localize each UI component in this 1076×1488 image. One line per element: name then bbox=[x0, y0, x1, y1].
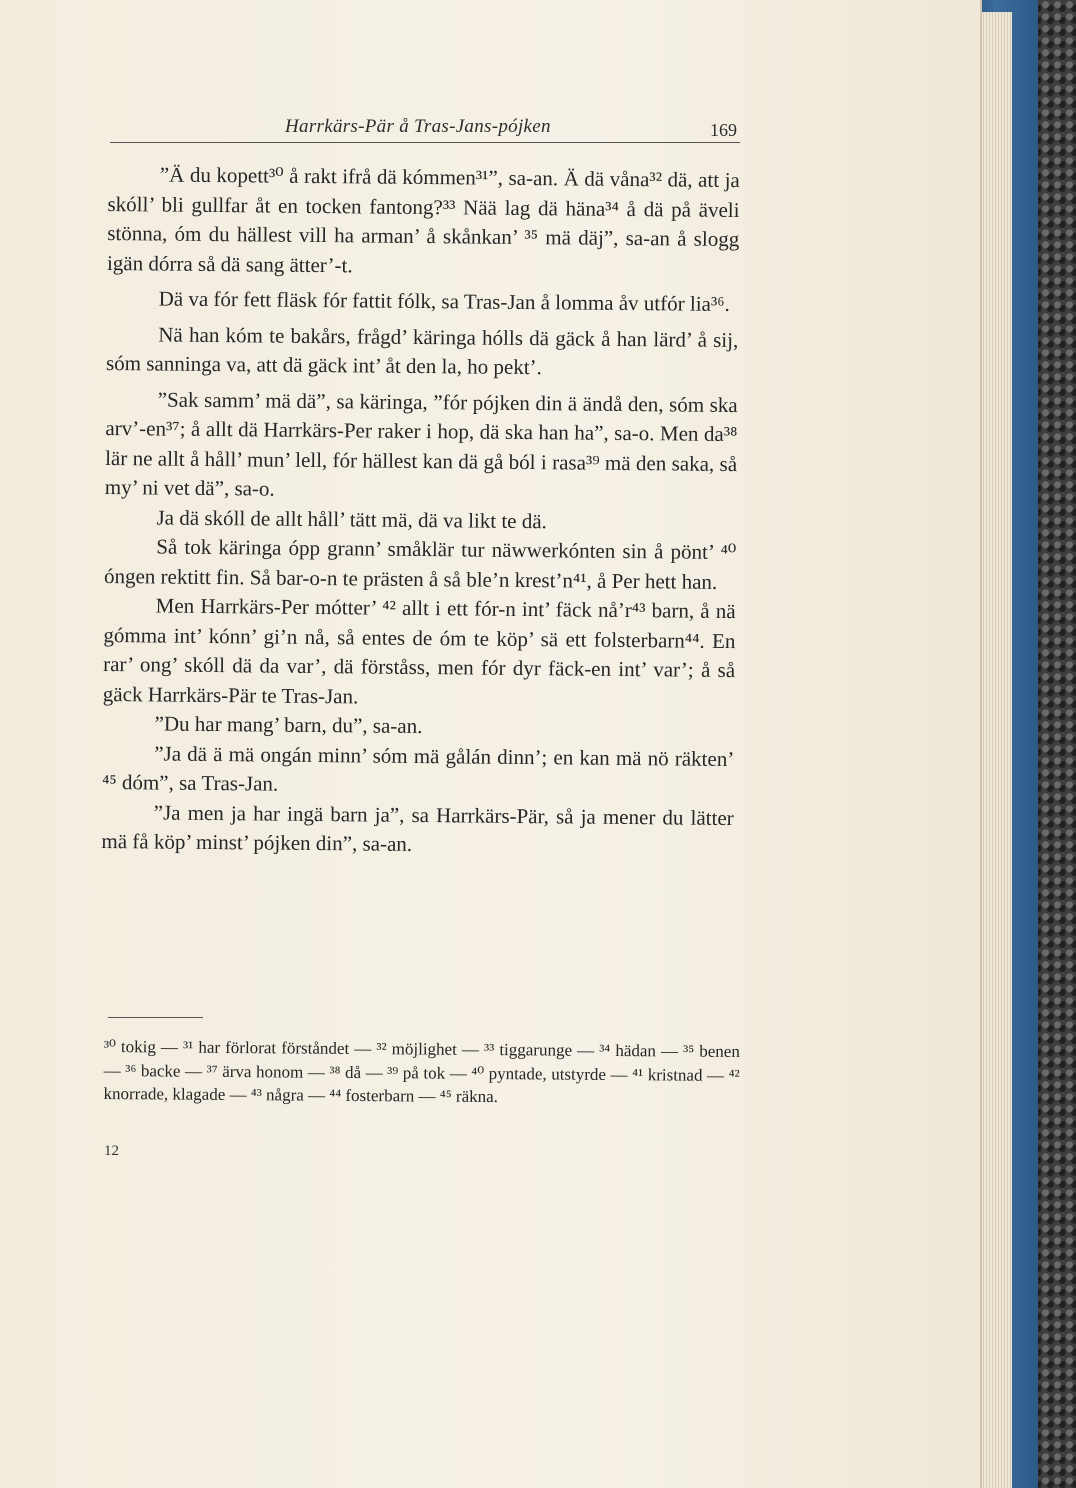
header-rule bbox=[110, 142, 740, 143]
paragraph: Dä va fór fett fläsk fór fattit fólk, sa Tras-Jan å lomma åv utfór lia³⁶. bbox=[158, 286, 730, 316]
paragraph: Nä han kóm te bakårs, frågd’ käringa hólls dä gäck å han lärd’ å sij, sóm sanninga va, att dä gäck int’ åt den la, ho pekt’. bbox=[105, 321, 739, 380]
signature-mark: 12 bbox=[104, 1143, 119, 1159]
paragraph: Men Harrkärs-Per mótter’ ⁴² allt i ett fór-n int’ fäck nå’r⁴³ barn, å nä gómma int’ kónn’ gi’n nå, så entes de óm te köp’ sä ett folsterbarn⁴⁴. En rar’ ong’ skóll dä da var’, dä förståss, men fór dyr fäck-en int’ var’; å så gäck Harrkärs-Pär te Tras-Jan. bbox=[102, 593, 736, 708]
paragraph: Ja dä skóll de allt håll’ tätt mä, dä va likt te dä. bbox=[156, 504, 548, 533]
footnote-rule bbox=[108, 1017, 203, 1018]
footnotes: ³⁰ tokig — ³¹ har förlorat förståndet — ³² möjlighet — ³³ tiggarunge — ³⁴ hädan — ³⁵ benen — ³⁶ backe — ³⁷ ärva honom — ³⁸ då — ³⁹ på tok — ⁴⁰ pyntade, utstyrde — ⁴¹ kristnad — ⁴² knorrade, klagade — ⁴³ några — ⁴⁴ fosterbarn — ⁴⁵ räkna. bbox=[103, 1036, 740, 1107]
paragraph: Så tok käringa ópp grann’ småklär tur näwwerkónten sin å pönt’ ⁴⁰ óngen rektitt fin. Så bar-o-n te prästen å så ble’n krest’n⁴¹, å Per hett han. bbox=[103, 534, 737, 594]
paragraph: ”Ä du kopett³⁰ å rakt ifrå dä kómmen³¹”, sa-an. Ä dä våna³² dä, att ja skóll’ bli gullfar åt en tocken fantong?³³ Nää lag dä häna³⁴ å dä på äveli stönna, óm du hällest vill ha arman’ å skånkan’ ³⁵ mä däj”, sa-an å slogg igän dórra så dä sang ätter’-t. bbox=[106, 162, 740, 277]
page-number: 169 bbox=[710, 120, 737, 140]
paragraph: ”Ja men ja har ingä barn ja”, sa Harrkärs-Pär, så ja mener du lätter mä få köp’ minst’ pójken din”, sa-an. bbox=[101, 799, 734, 856]
paragraph: ”Ja dä ä mä ongán minn’ sóm mä gålán dinn’; en kan mä nö räkten’ ⁴⁵ dóm”, sa Tras-Jan. bbox=[101, 740, 735, 796]
paragraph: ”Sak samm’ mä dä”, sa käringa, ”fór pójken din ä ändå den, sóm ska arv’-en³⁷; å allt dä Harrkärs-Per raker i hop, dä ska han ha”, sa-o. Men da³⁸ lär ne allt å håll’ mun’ lell, fór hällest kan dä gå ból i rasa³⁹ mä den saka, så my’ ni vet dä”, sa-o. bbox=[104, 386, 738, 501]
running-title: Harrkärs-Pär å Tras-Jans-pójken bbox=[285, 116, 551, 137]
paragraph: ”Du har mang’ barn, du”, sa-an. bbox=[154, 711, 423, 739]
page-header bbox=[110, 108, 740, 148]
body-text bbox=[101, 160, 740, 863]
